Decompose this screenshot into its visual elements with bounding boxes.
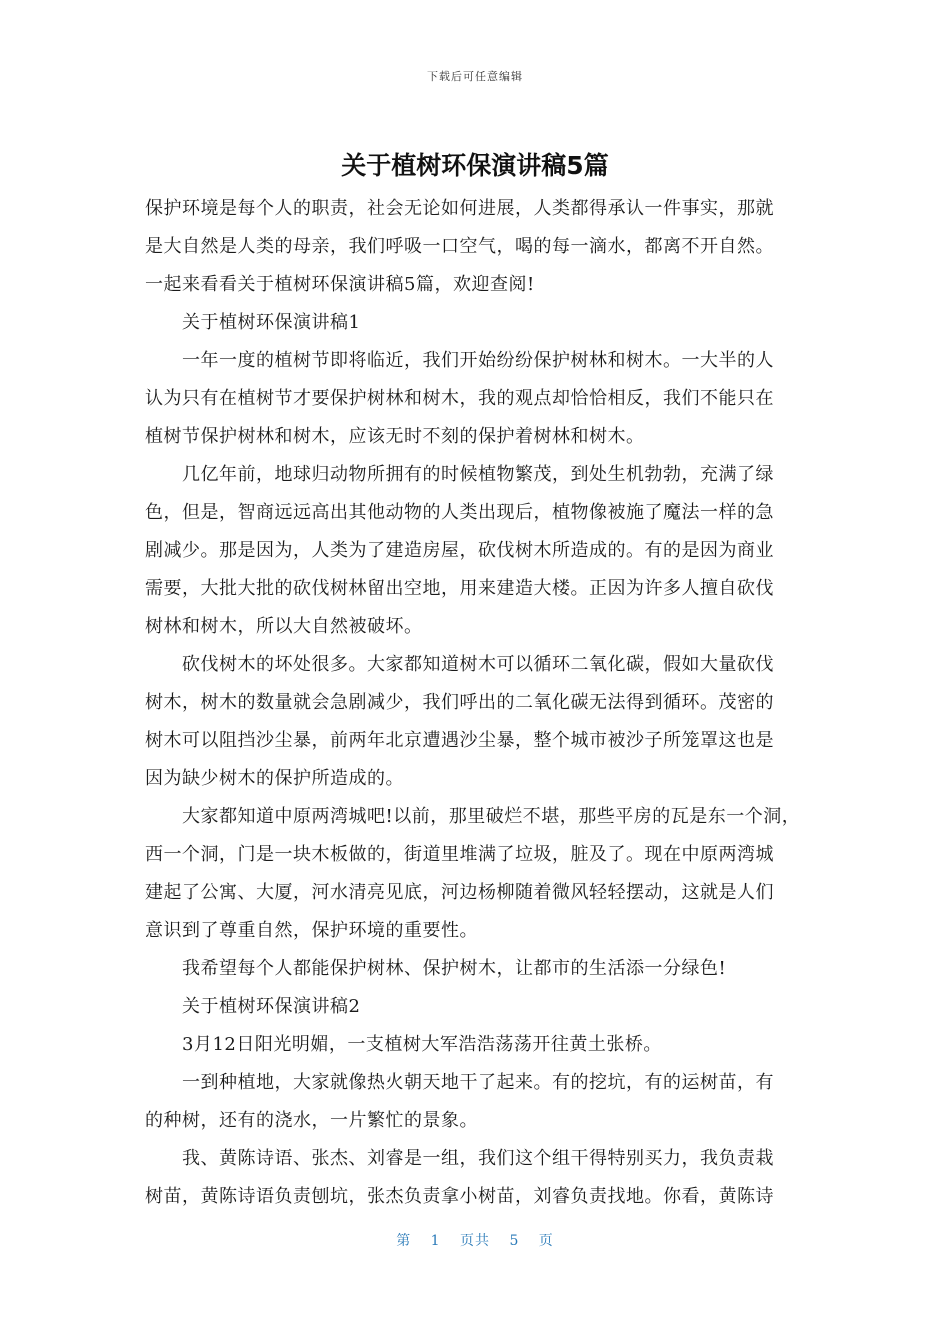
text-line: 树林和树木，所以大自然被破坏。 [145, 616, 423, 637]
text-line: 因为缺少树木的保护所造成的。 [145, 768, 404, 789]
text-line: 认为只有在植树节才要保护树林和树木，我的观点却恰恰相反，我们不能只在 [145, 388, 774, 409]
text-line: 植树节保护树林和树木，应该无时不刻的保护着树林和树木。 [145, 426, 645, 447]
text-line: 几亿年前，地球归动物所拥有的时候植物繁茂，到处生机勃勃，充满了绿 [182, 464, 774, 485]
text-line: 一年一度的植树节即将临近，我们开始纷纷保护树林和树木。一大半的人 [182, 350, 774, 371]
text-line: 关于植树环保演讲稿1 [182, 312, 361, 333]
text-line: 砍伐树木的坏处很多。大家都知道树木可以循环二氧化碳，假如大量砍伐 [182, 654, 774, 675]
header-note: 下载后可任意编辑 [427, 70, 523, 83]
text-line: 我、黄陈诗语、张杰、刘睿是一组，我们这个组干得特别买力，我负责栽 [182, 1148, 774, 1169]
text-line: 3月12日阳光明媚，一支植树大军浩浩荡荡开往黄土张桥。 [182, 1034, 662, 1055]
text-line: 意识到了尊重自然，保护环境的重要性。 [145, 920, 478, 941]
text-line: 树木，树木的数量就会急剧减少，我们呼出的二氧化碳无法得到循环。茂密的 [145, 692, 774, 713]
text-line: 关于植树环保演讲稿2 [182, 996, 361, 1017]
document-title: 关于植树环保演讲稿5篇 [341, 151, 609, 180]
text-line: 一到种植地，大家就像热火朝天地干了起来。有的挖坑，有的运树苗，有 [182, 1072, 774, 1093]
text-line: 大家都知道中原两湾城吧!以前，那里破烂不堪，那些平房的瓦是东一个洞， [182, 806, 801, 827]
text-line: 西一个洞，门是一块木板做的，街道里堆满了垃圾，脏及了。现在中原两湾城 [145, 844, 774, 865]
text-line: 需要，大批大批的砍伐树林留出空地，用来建造大楼。正因为许多人擅自砍伐 [145, 578, 774, 599]
text-line: 树苗，黄陈诗语负责刨坑，张杰负责拿小树苗，刘睿负责找地。你看，黄陈诗 [145, 1186, 774, 1207]
text-line: 的种树，还有的浇水，一片繁忙的景象。 [145, 1110, 478, 1131]
text-line: 色，但是，智商远远高出其他动物的人类出现后，植物像被施了魔法一样的急 [145, 502, 774, 523]
text-line: 树木可以阻挡沙尘暴，前两年北京遭遇沙尘暴，整个城市被沙子所笼罩这也是 [145, 730, 774, 751]
text-line: 我希望每个人都能保护树林、保护树木，让都市的生活添一分绿色! [182, 958, 727, 979]
text-line: 一起来看看关于植树环保演讲稿5篇，欢迎查阅! [145, 274, 535, 295]
document-body [145, 190, 810, 1216]
text-line: 剧减少。那是因为，人类为了建造房屋，砍伐树木所造成的。有的是因为商业 [145, 540, 774, 561]
text-line: 建起了公寓、大厦，河水清亮见底，河边杨柳随着微风轻轻摆动，这就是人们 [145, 882, 774, 903]
text-line: 是大自然是人类的母亲，我们呼吸一口空气，喝的每一滴水，都离不开自然。 [145, 236, 774, 257]
text-line: 保护环境是每个人的职责，社会无论如何进展，人类都得承认一件事实，那就 [145, 198, 774, 219]
page-number: 第 1 页共 5 页 [396, 1233, 554, 1249]
